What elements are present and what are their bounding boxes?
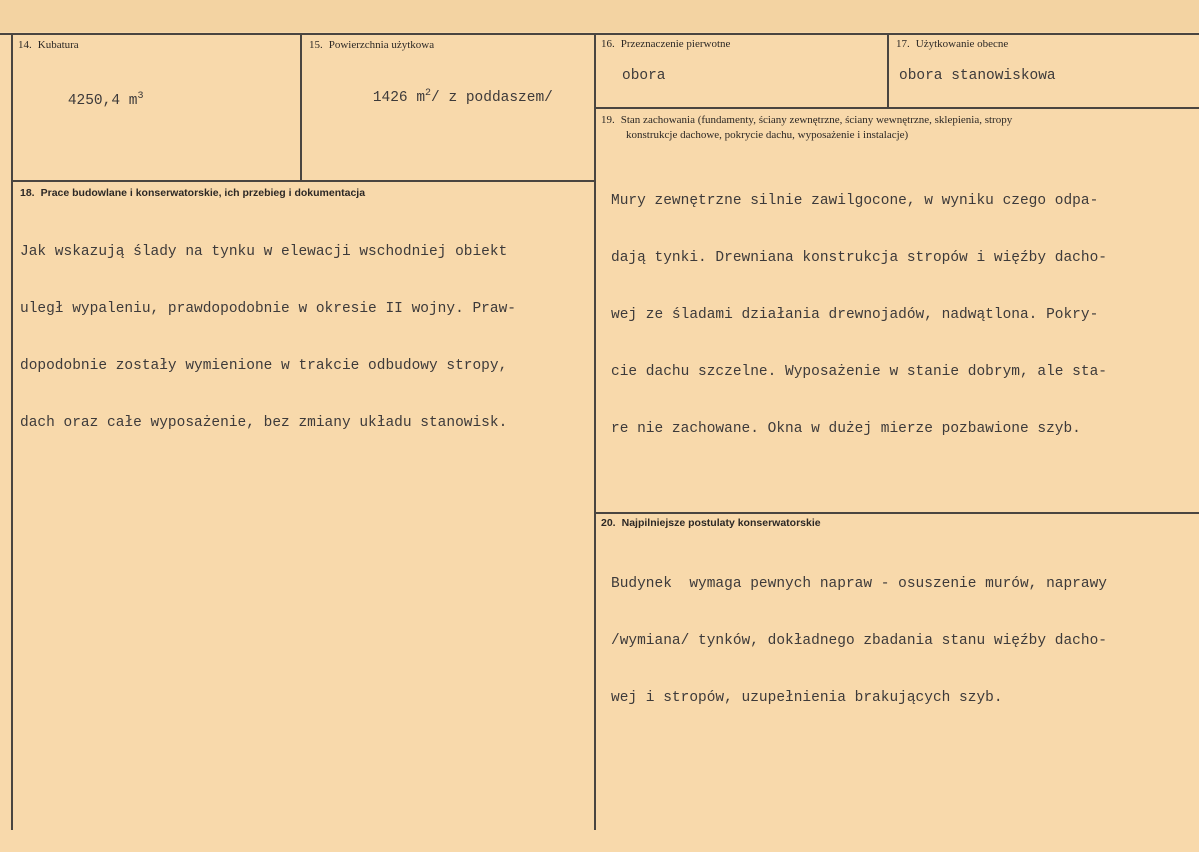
field-18-text xyxy=(20,205,516,471)
field-17-value: obora stanowiskowa xyxy=(899,68,1056,84)
text-line: /wymiana/ tynków, dokładnego zbadania stanu więźby dacho- xyxy=(611,633,1107,649)
text-line: dopodobnie zostały wymienione w trakcie odbudowy stropy, xyxy=(20,358,508,374)
text-line: dach oraz całe wyposażenie, bez zmiany układu stanowisk. xyxy=(20,415,508,431)
rule-row2-left xyxy=(11,180,595,182)
field-20-label: 20. Najpilniejsze postulaty konserwatorskie xyxy=(601,517,821,529)
field-19-label-cont: konstrukcje dachowe, pokrycie dachu, wyposażenie i instalacje) xyxy=(626,129,909,141)
text-line: Mury zewnętrzne silnie zawilgocone, w wyniku czego odpa- xyxy=(611,193,1099,209)
rule-section20 xyxy=(595,512,1199,514)
field-14-value: 4250,4 $m^3$ xyxy=(67,91,144,109)
text-line: Budynek wymaga pewnych napraw - osuszenie murów, naprawy xyxy=(611,576,1107,592)
rule-left-edge xyxy=(11,33,13,830)
field-14-label: 14. Kubatura xyxy=(18,39,79,51)
text-line: Jak wskazują ślady na tynku w elewacji wschodniej obiekt xyxy=(20,244,508,260)
field-19-label: 19. Stan zachowania (fundamenty, ściany zewnętrzne, ściany wewnętrzne, sklepienia, stropy xyxy=(601,114,1013,126)
field-17-label: 17. Użytkowanie obecne xyxy=(896,38,1009,50)
field-19-text xyxy=(611,154,1107,477)
card-top-edge xyxy=(0,0,1199,32)
field-16-label: 16. Przeznaczenie pierwotne xyxy=(601,38,731,50)
field-15-label: 15. Powierzchnia użytkowa xyxy=(309,39,435,51)
text-line: wej i stropów, uzupełnienia brakujących szyb. xyxy=(611,690,1003,706)
rule-top xyxy=(0,33,1199,35)
text-line: uległ wypaleniu, prawdopodobnie w okresie II wojny. Praw- xyxy=(20,301,516,317)
text-line: re nie zachowane. Okna w dużej mierze pozbawione szyb. xyxy=(611,421,1081,437)
field-16-value: obora xyxy=(622,68,666,84)
text-line: dają tynki. Drewniana konstrukcja stropów i więźby dacho- xyxy=(611,250,1107,266)
rule-col-14-15 xyxy=(300,33,302,180)
rule-row2-right xyxy=(595,107,1199,109)
rule-col-center xyxy=(594,33,596,830)
rule-col-16-17 xyxy=(887,33,889,107)
text-line: cie dachu szczelne. Wyposażenie w stanie dobrym, ale sta- xyxy=(611,364,1107,380)
field-15-value: 1426 $m^2/$ z poddaszem/ xyxy=(372,88,553,106)
field-18-label: 18. Prace budowlane i konserwatorskie, ich przebieg i dokumentacja xyxy=(20,187,366,199)
field-20-text xyxy=(611,537,1107,746)
text-line: wej ze śladami działania drewnojadów, nadwątlona. Pokry- xyxy=(611,307,1099,323)
